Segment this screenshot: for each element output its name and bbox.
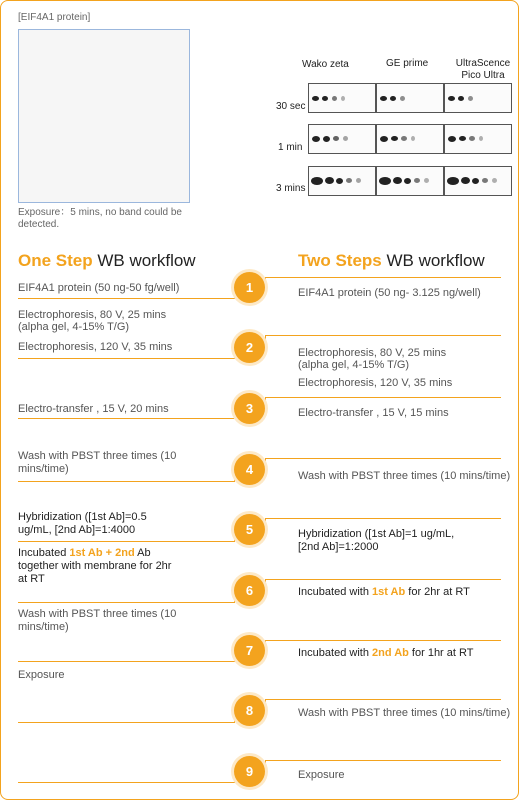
left-step-2-line2: (alpha gel, 4-15% T/G) xyxy=(18,321,130,333)
blot-image xyxy=(444,83,512,113)
membrane-image xyxy=(18,29,190,203)
right-step-5-line2: [2nd Ab]=1:2000 xyxy=(298,541,379,553)
left-step-6-line3: at RT xyxy=(18,573,45,585)
blot-row-30sec: 30 sec xyxy=(276,101,306,112)
step-5-badge: 5 xyxy=(234,514,265,545)
right-step-2-line1: Electrophoresis, 80 V, 25 mins xyxy=(298,347,447,359)
right-step-4: Wash with PBST three times (10 mins/time) xyxy=(298,470,511,482)
right-step-2-line2: (alpha gel, 4-15% T/G) xyxy=(298,359,410,371)
right-step-8: Wash with PBST three times (10 mins/time) xyxy=(298,707,511,719)
left-step-7-line2: mins/time) xyxy=(18,621,69,633)
right-step-6: Incubated with 1st Ab for 2hr at RT xyxy=(298,586,470,598)
left-step-3: Electro-transfer , 15 V, 20 mins xyxy=(18,403,169,415)
blot-col-wako: Wako zeta xyxy=(302,59,349,70)
blot-image xyxy=(308,166,376,196)
membrane-label: [EIF4A1 protein] xyxy=(18,12,91,23)
blot-row-3mins: 3 mins xyxy=(276,183,306,194)
blot-image xyxy=(444,166,512,196)
step-4-badge: 4 xyxy=(234,454,265,485)
blot-row-1min: 1 min xyxy=(278,142,303,153)
left-step-6-line1: Incubated 1st Ab + 2nd Ab xyxy=(18,547,151,559)
blot-image xyxy=(308,83,376,113)
step-6-badge: 6 xyxy=(234,575,265,606)
right-step-5-line1: Hybridization ([1st Ab]=1 ug/mL, xyxy=(298,528,455,540)
step-7-badge: 7 xyxy=(234,635,265,666)
left-step-6-line2: together with membrane for 2hr xyxy=(18,560,172,572)
step-1-badge: 1 xyxy=(234,272,265,303)
step-2-badge: 2 xyxy=(234,332,265,363)
left-step-1: EIF4A1 protein (50 ng-50 fg/well) xyxy=(18,282,180,294)
left-step-4-line1: Wash with PBST three times (10 xyxy=(18,450,177,462)
left-step-4-line2: mins/time) xyxy=(18,463,69,475)
exposure-note: Exposure：5 mins, no band could be detected. xyxy=(18,207,182,230)
blot-col-ultrascence: UltraScence Pico Ultra xyxy=(455,58,511,81)
right-step-3: Electro-transfer , 15 V, 15 mins xyxy=(298,407,449,419)
blot-image xyxy=(376,83,444,113)
step-8-badge: 8 xyxy=(234,695,265,726)
left-step-5-line1: Hybridization ([1st Ab]=0.5 xyxy=(18,511,147,523)
right-step-7: Incubated with 2nd Ab for 1hr at RT xyxy=(298,647,474,659)
step-9-badge: 9 xyxy=(234,756,265,787)
blot-image xyxy=(308,124,376,154)
left-workflow-title: One Step WB workflow xyxy=(18,251,196,270)
right-step-2-line3: Electrophoresis, 120 V, 35 mins xyxy=(298,377,453,389)
left-step-2-line1: Electrophoresis, 80 V, 25 mins xyxy=(18,309,167,321)
blot-col-ge: GE prime xyxy=(386,58,429,69)
blot-image xyxy=(376,166,444,196)
blot-image xyxy=(376,124,444,154)
right-step-1: EIF4A1 protein (50 ng- 3.125 ng/well) xyxy=(298,287,481,299)
right-workflow-title: Two Steps WB workflow xyxy=(298,251,485,270)
blot-image xyxy=(444,124,512,154)
left-step-8: Exposure xyxy=(18,669,65,681)
left-step-7-line1: Wash with PBST three times (10 xyxy=(18,608,177,620)
right-step-9: Exposure xyxy=(298,769,345,781)
step-3-badge: 3 xyxy=(234,393,265,424)
left-step-5-line2: ug/mL, [2nd Ab]=1:4000 xyxy=(18,524,136,536)
left-step-2-line3: Electrophoresis, 120 V, 35 mins xyxy=(18,341,173,353)
